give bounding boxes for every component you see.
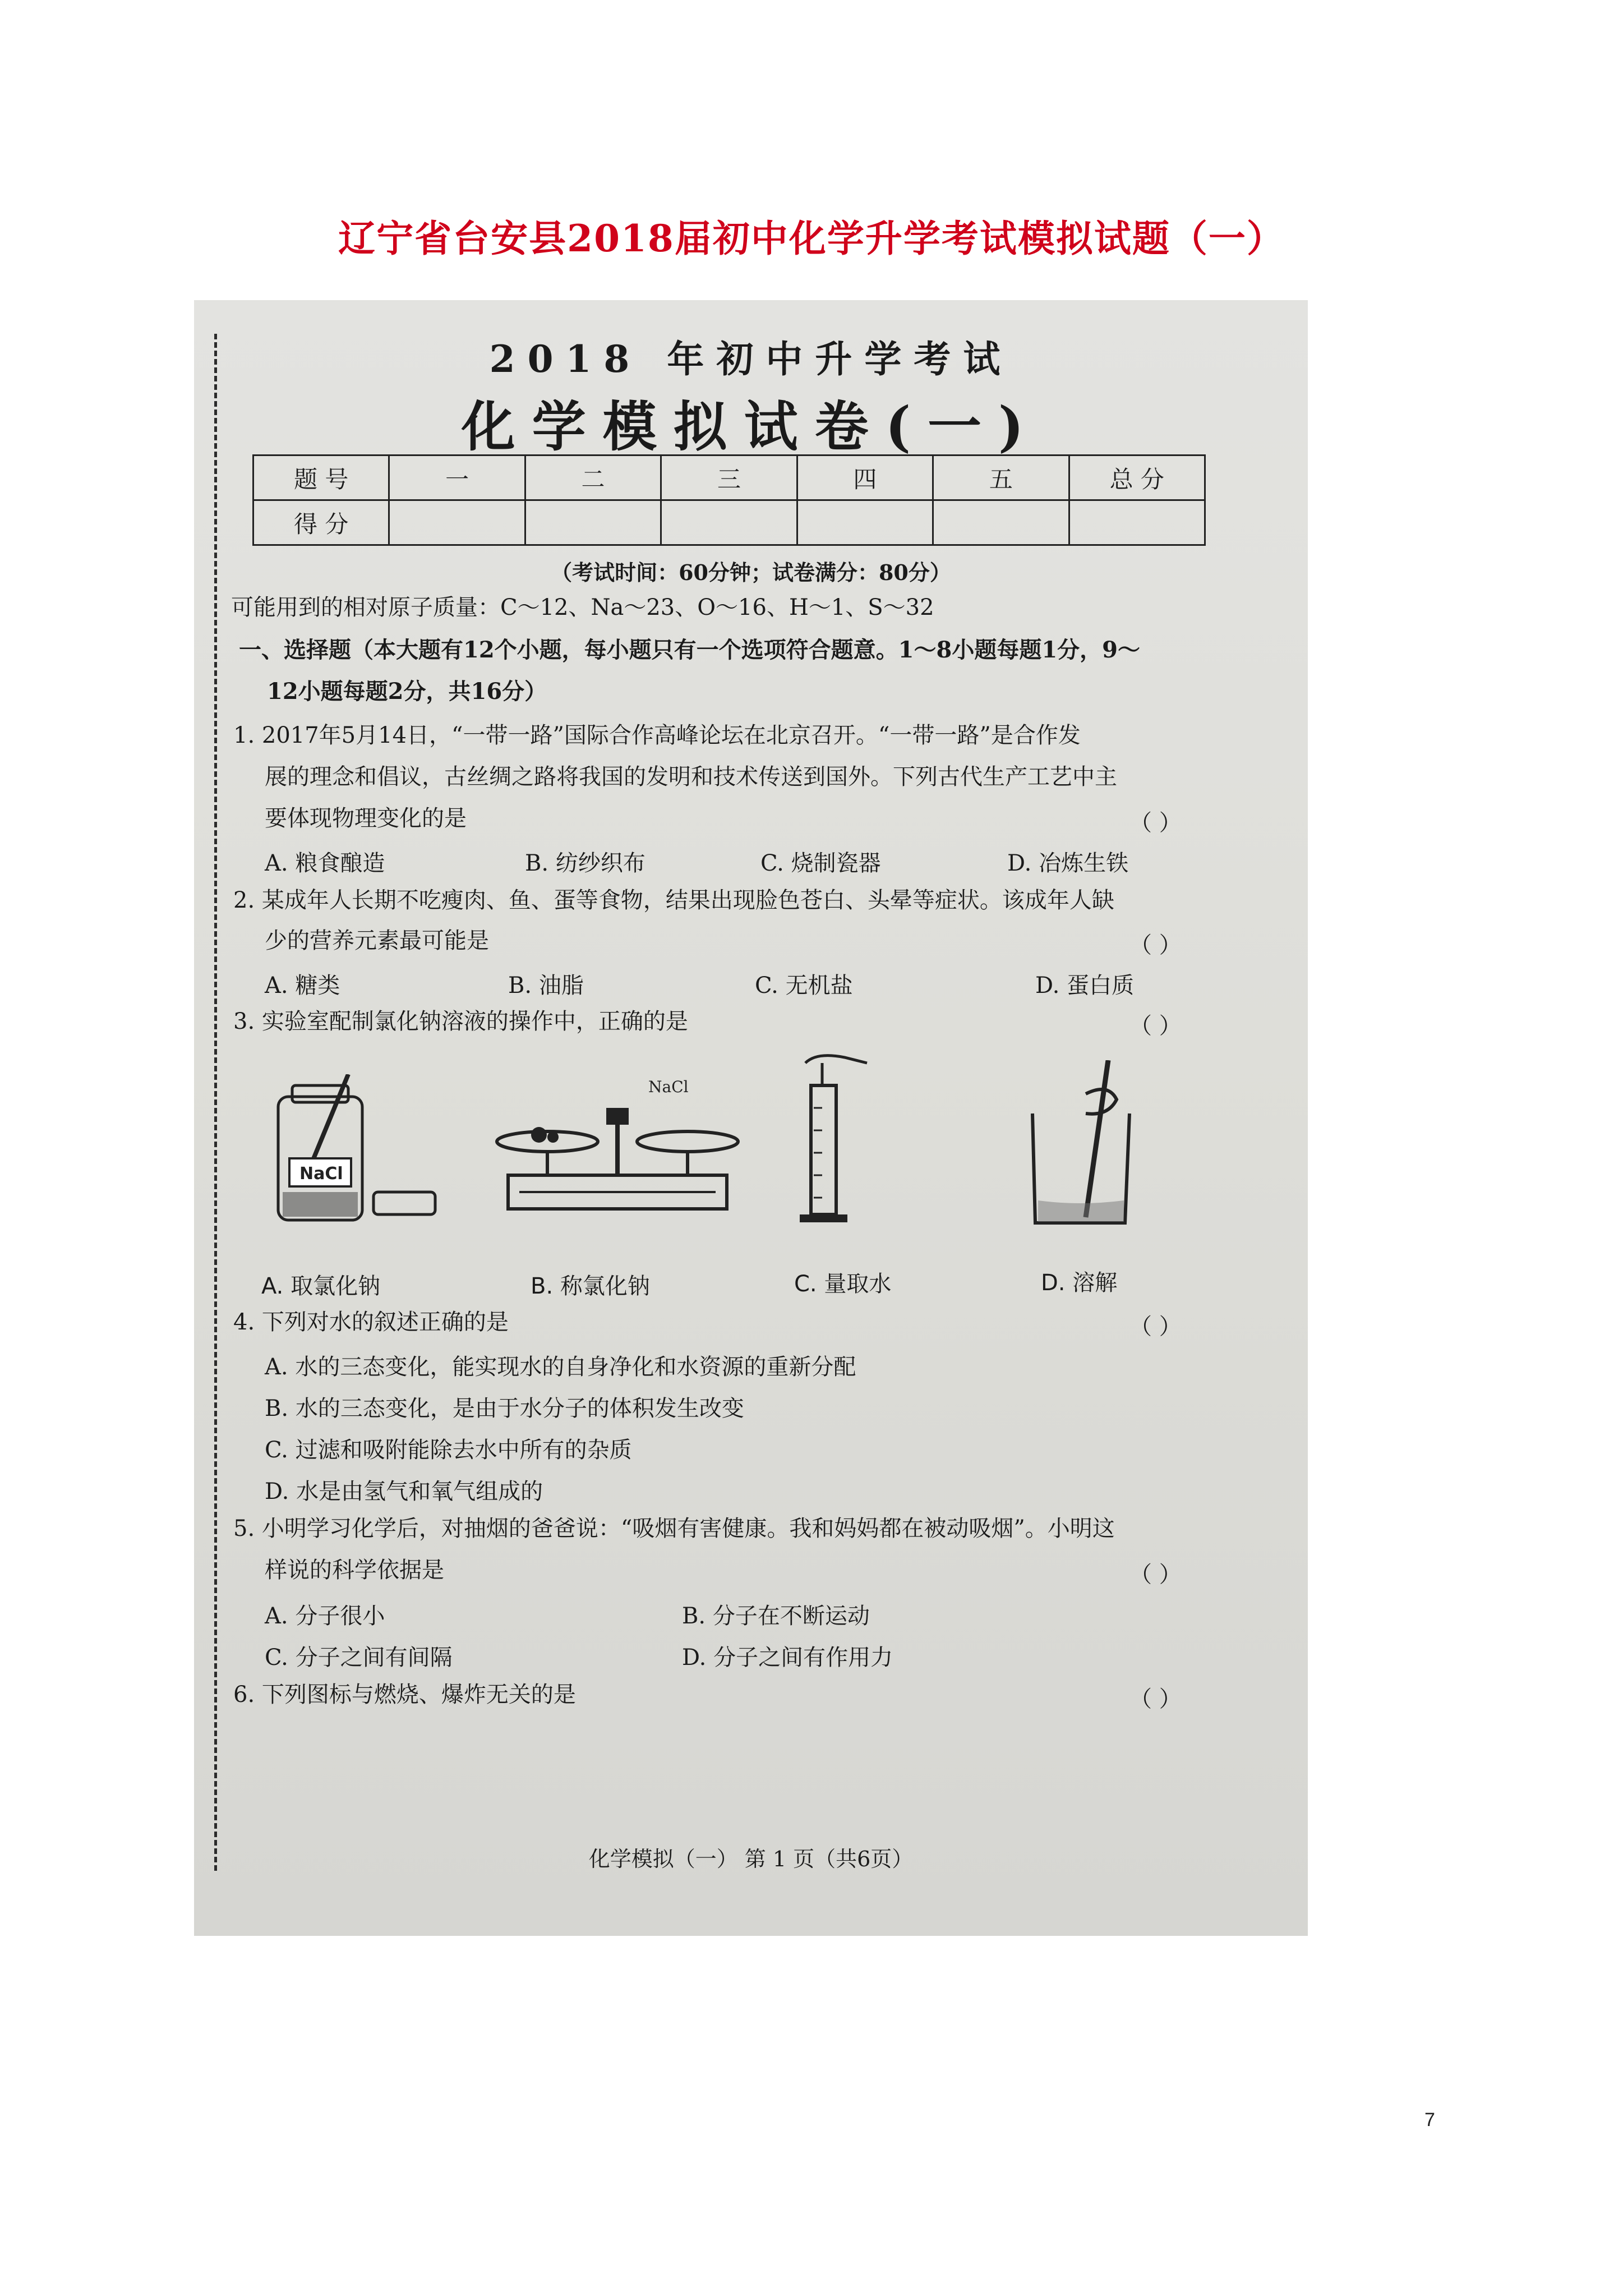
q5-option: C. 分子之间有间隔 (265, 1645, 453, 1671)
score-table-cell: 一 (389, 455, 525, 500)
q2-option: A. 糖类 (265, 973, 340, 999)
q3-caption-a: A. 取氯化钠 (261, 1273, 381, 1299)
exam-info: （考试时间：60分钟；试卷满分：80分） (551, 560, 951, 585)
q5-option: A. 分子很小 (265, 1603, 385, 1629)
figure-b-weigh-nacl (486, 1074, 749, 1226)
figure-b-nacl-label: NaCl (648, 1078, 689, 1096)
q3-caption-b: B. 称氯化钠 (531, 1273, 650, 1299)
score-table-cell: 二 (525, 455, 661, 500)
score-table-cell: 题 号 (253, 455, 389, 500)
figure-a-take-nacl (267, 1074, 446, 1231)
score-blank-cell (389, 500, 525, 545)
score-table-score-row (253, 500, 1205, 545)
figure-a-nacl-label: NaCl (299, 1164, 343, 1184)
q4-answer-paren: （ ） (1129, 1314, 1182, 1340)
q3-caption-d: D. 溶解 (1041, 1270, 1118, 1296)
q4-option: B. 水的三态变化，是由于水分子的体积发生改变 (265, 1396, 744, 1421)
figure-c-measure-water (783, 1052, 884, 1231)
scanned-exam-page (194, 300, 1308, 1936)
document-title: 辽宁省台安县2018届初中化学升学考试模拟试题（一） (338, 217, 1285, 260)
q2-option: C. 无机盐 (755, 973, 853, 999)
q1-line1: 1. 2017年5月14日，“一带一路”国际合作高峰论坛在北京召开。“一带一路”是合作发 (233, 723, 1081, 748)
q1-answer-paren: （ ） (1129, 810, 1182, 836)
q6-answer-paren: （ ） (1129, 1686, 1182, 1712)
q5-answer-paren: （ ） (1129, 1562, 1182, 1588)
section1-instruction-line1: 一、选择题（本大题有12个小题，每小题只有一个选项符合题意。1～8小题每题1分，9～ (239, 637, 1140, 663)
score-blank-cell (933, 500, 1069, 545)
q1-option: C. 烧制瓷器 (760, 850, 881, 876)
q1-line3: 要体现物理变化的是 (265, 806, 467, 831)
q2-option: B. 油脂 (508, 973, 584, 999)
q2-line1: 2. 某成年人长期不吃瘦肉、鱼、蛋等食物，结果出现脸色苍白、头晕等症状。该成年人缺 (233, 887, 1114, 913)
q1-option: D. 冶炼生铁 (1007, 850, 1129, 876)
score-table-cell: 五 (933, 455, 1069, 500)
score-table-cell: 得 分 (253, 500, 389, 545)
q4-option: C. 过滤和吸附能除去水中所有的杂质 (265, 1437, 632, 1463)
q2-option: D. 蛋白质 (1035, 973, 1135, 999)
exam-page-footer: 化学模拟（一） 第 1 页（共6页） (588, 1847, 914, 1871)
score-table-cell: 四 (797, 455, 933, 500)
atomic-masses: 可能用到的相对原子质量：C～12、Na～23、O～16、H～1、S～32 (231, 595, 934, 620)
q5-line2: 样说的科学依据是 (265, 1557, 444, 1583)
q4-line1: 4. 下列对水的叙述正确的是 (233, 1309, 509, 1335)
q1-line2: 展的理念和倡议，古丝绸之路将我国的发明和技术传送到国外。下列古代生产工艺中主 (265, 764, 1117, 790)
score-table-cell: 总 分 (1069, 455, 1205, 500)
score-table-header-row (253, 455, 1205, 500)
page-number: 7 (1424, 2109, 1435, 2131)
q5-option: B. 分子在不断运动 (682, 1603, 870, 1629)
exam-subtitle: 化学模拟试卷(一) (461, 395, 1041, 458)
score-blank-cell (525, 500, 661, 545)
q3-answer-paren: （ ） (1129, 1013, 1182, 1039)
q3-caption-c: C. 量取水 (794, 1271, 892, 1297)
q2-answer-paren: （ ） (1129, 932, 1182, 958)
q3-line1: 3. 实验室配制氯化钠溶液的操作中，正确的是 (233, 1009, 688, 1034)
figure-d-dissolve (1024, 1060, 1147, 1228)
score-blank-cell (661, 500, 797, 545)
q1-option: B. 纺纱织布 (525, 850, 645, 876)
q4-option: A. 水的三态变化，能实现水的自身净化和水资源的重新分配 (265, 1354, 856, 1380)
score-table-cell: 三 (661, 455, 797, 500)
q4-option: D. 水是由氢气和氧气组成的 (265, 1479, 543, 1504)
score-table (252, 454, 1206, 546)
q5-option: D. 分子之间有作用力 (682, 1645, 893, 1671)
q1-option: A. 粮食酿造 (265, 850, 385, 876)
score-blank-cell (797, 500, 933, 545)
q6-line1: 6. 下列图标与燃烧、爆炸无关的是 (233, 1682, 576, 1708)
score-blank-cell (1069, 500, 1205, 545)
exam-heading: 2018 年初中升学考试 (489, 337, 1013, 381)
q5-line1: 5. 小明学习化学后，对抽烟的爸爸说：“吸烟有害健康。我和妈妈都在被动吸烟”。小明这 (233, 1516, 1115, 1542)
q2-line2: 少的营养元素最可能是 (265, 928, 489, 954)
section1-instruction-line2: 12小题每题2分，共16分） (267, 678, 547, 705)
